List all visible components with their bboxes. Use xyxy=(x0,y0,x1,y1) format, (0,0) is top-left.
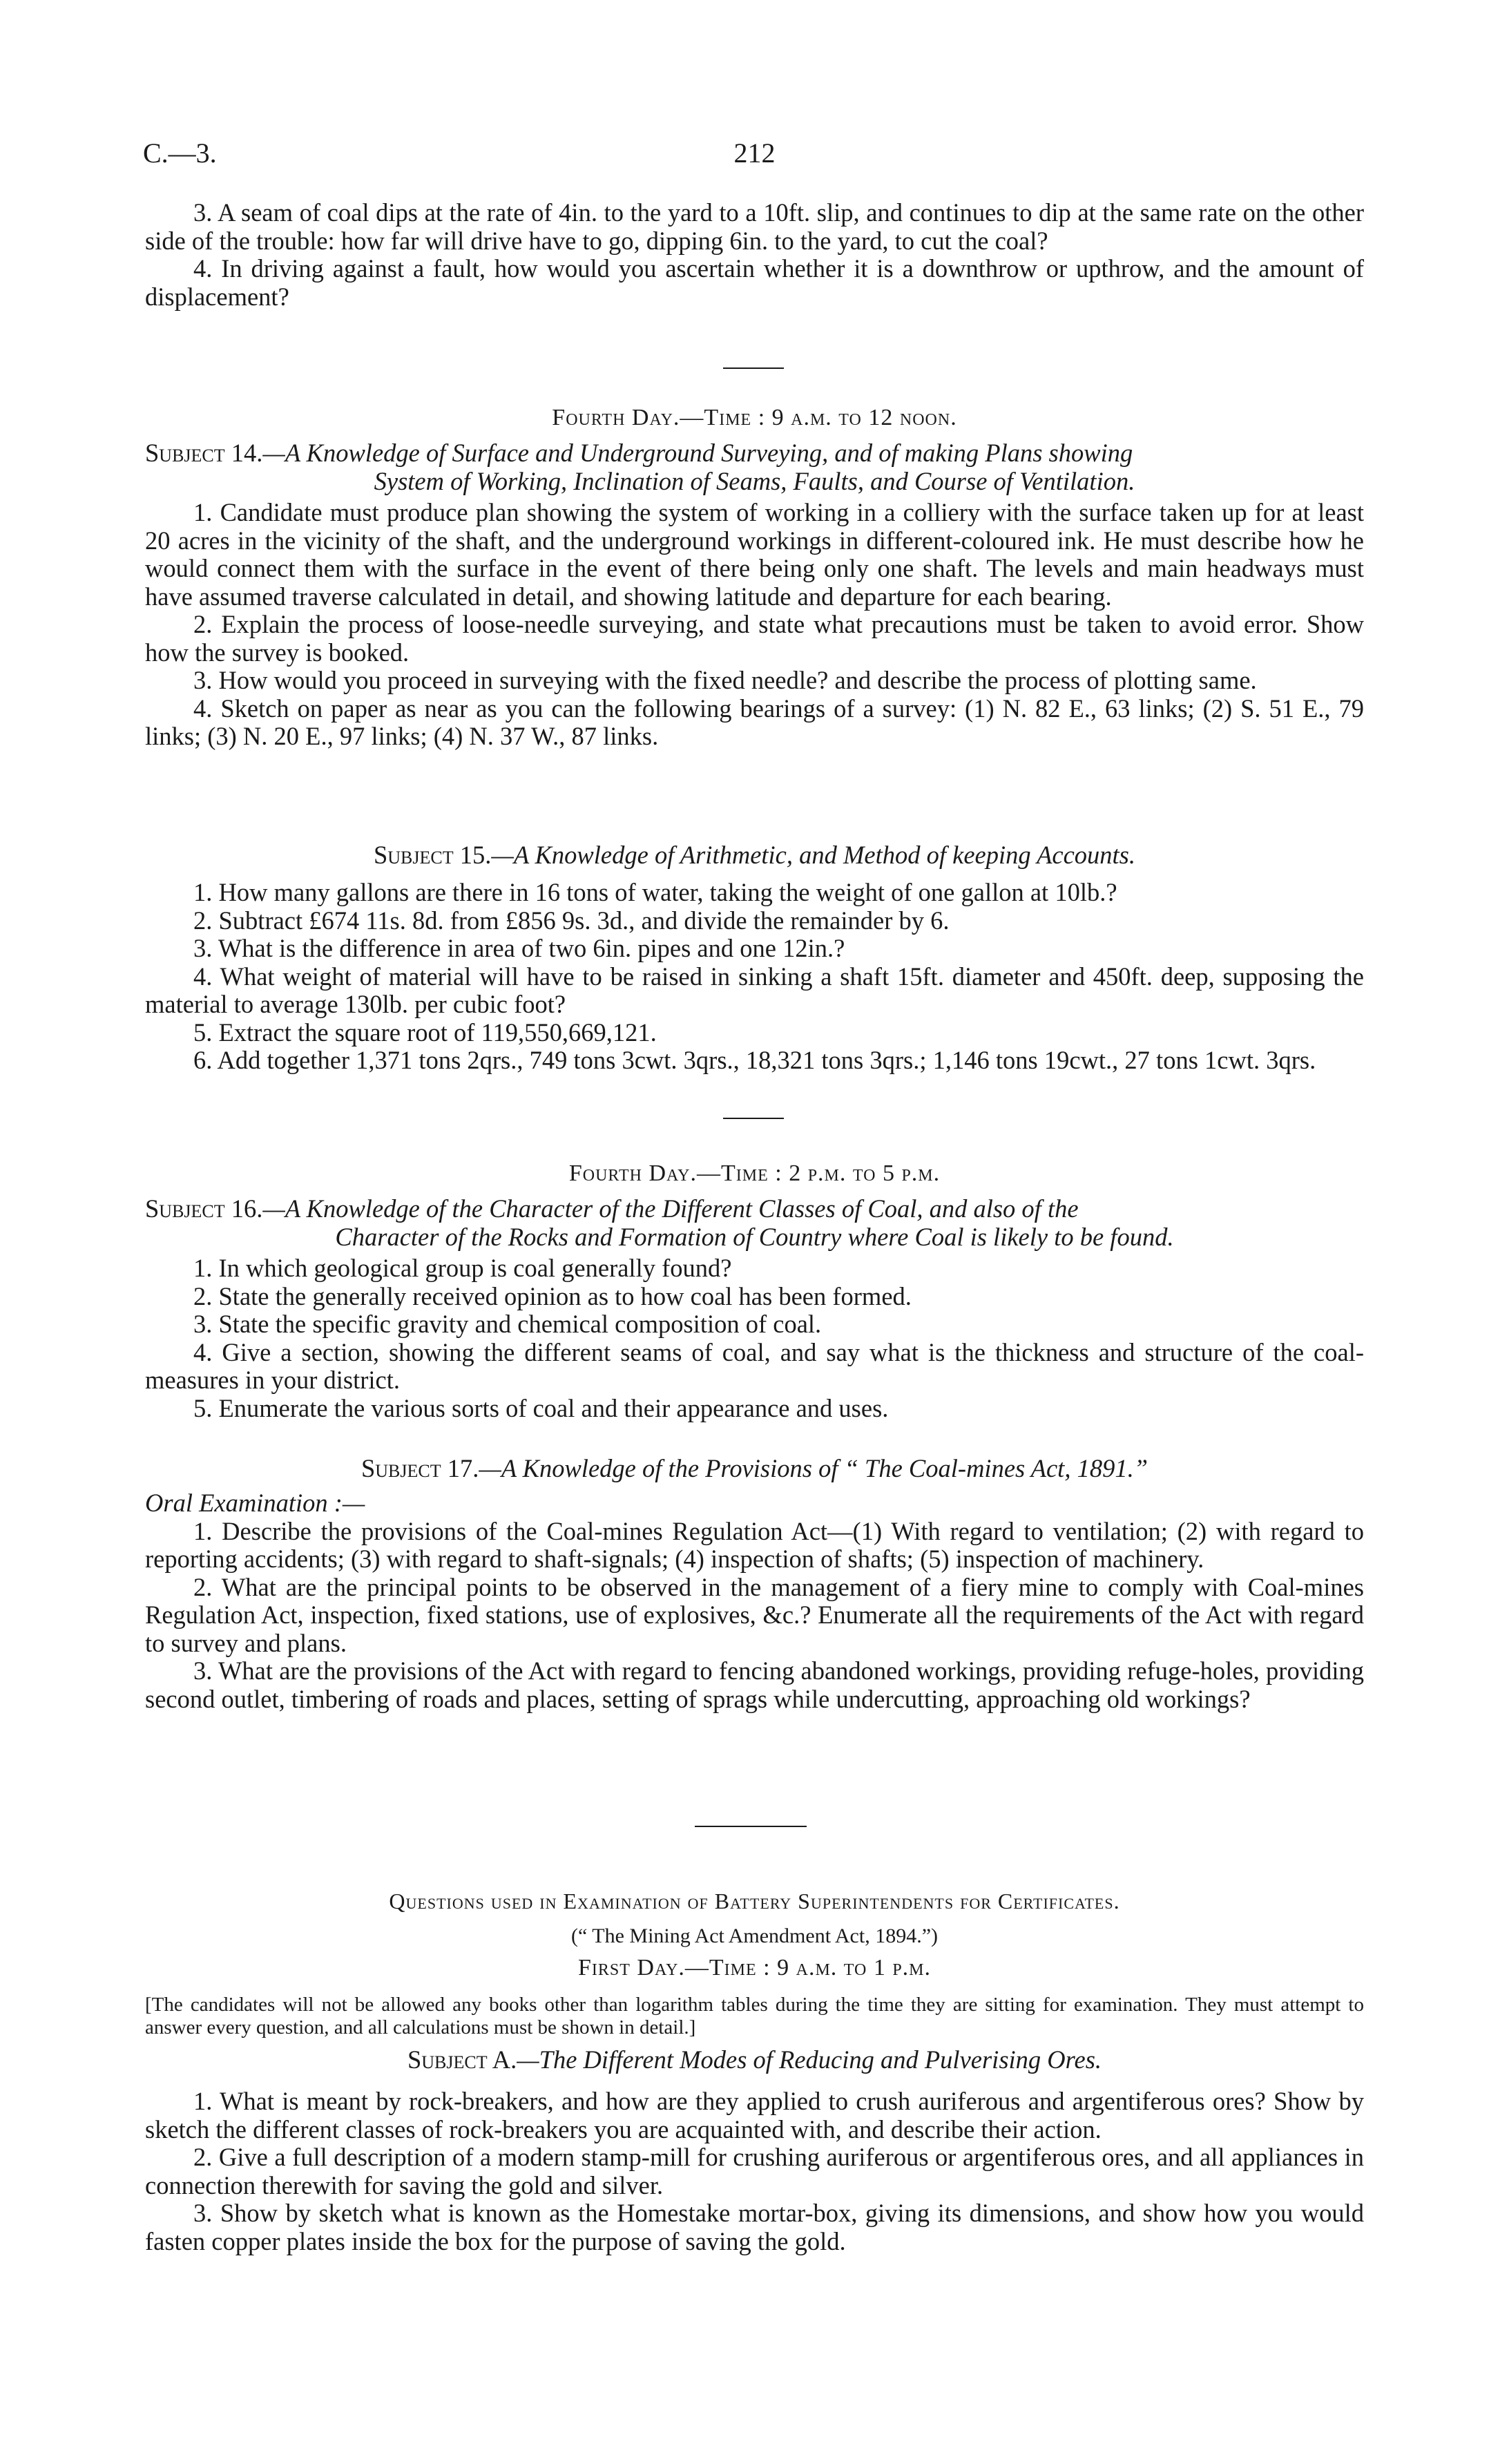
oral-examination-text: Oral Examination :— xyxy=(145,1489,365,1517)
subject-title: —A Knowledge of Arithmetic, and Method of keeping Accounts. xyxy=(491,841,1136,869)
question: 3. What are the provisions of the Act with regard to fencing abandoned workings, providing refuge-holes, providing second outlet, timbering of roads and places, setting of sprags while undercutting, approaching old workings? xyxy=(145,1656,1364,1713)
question: 3. A seam of coal dips at the rate of 4in. to the yard to a 10ft. slip, and continues to dip at the same rate on the other side of the trouble: how far will drive have to go, dipping 6in. to the yard, to cut the coal? xyxy=(145,198,1364,255)
document-series: C.—3. xyxy=(143,137,217,169)
question: 4. In driving against a fault, how would you ascertain whether it is a downthrow or upthrow, and the amount of displacement? xyxy=(145,254,1364,311)
divider xyxy=(723,1118,784,1119)
subject-a-questions xyxy=(145,2088,1364,2255)
question: 2. Subtract £674 11s. 8d. from £856 9s. 3d., and divide the remainder by 6. xyxy=(193,906,950,935)
question: 1. Describe the provisions of the Coal-mines Regulation Act—(1) With regard to ventilation; (2) with regard to reporting accidents; (3) with regard to shaft-signals; (4) inspection of shafts; (5) inspection of machinery. xyxy=(145,1516,1364,1573)
question: 3. Show by sketch what is known as the Homestake mortar-box, giving its dimensions, and show how you would fasten copper plates inside the box for the purpose of saving the gold. xyxy=(145,2199,1364,2255)
question: 4. What weight of material will have to be raised in sinking a shaft 15ft. diameter and 450ft. deep, supposing the material to average 130lb. per cubic foot? xyxy=(145,962,1364,1018)
question: 4. Give a section, showing the different seams of coal, and say what is the thickness and structure of the coal-measures in your district. xyxy=(145,1337,1364,1394)
battery-act: (“ The Mining Act Amendment Act, 1894.”) xyxy=(570,1925,939,1947)
subject-15-questions xyxy=(145,879,1364,1075)
subject-label: Subject A. xyxy=(407,2045,517,2074)
day-heading: Fourth Day.—Time : 9 a.m. to 12 noon. xyxy=(552,405,957,430)
oral-examination-label xyxy=(145,1489,1364,1518)
question: 2. State the generally received opinion as to how coal has been formed. xyxy=(193,1281,912,1310)
question: 4. Sketch on paper as near as you can the following bearings of a survey: (1) N. 82 E., 63 links; (2) S. 51 E., 79 links; (3) N. 20 E., 97 links; (4) N. 37 W., 87 links. xyxy=(145,694,1364,750)
subject-label: Subject 16. xyxy=(145,1194,263,1223)
battery-note xyxy=(145,1994,1364,2039)
subject-title-line1: —A Knowledge of Surface and Underground Surveying, and of making Plans showing xyxy=(262,439,1133,467)
question: 1. In which geological group is coal generally found? xyxy=(193,1254,732,1282)
question: 3. State the specific gravity and chemical composition of coal. xyxy=(193,1310,822,1338)
subject-17-questions xyxy=(145,1489,1364,1713)
question: 5. Enumerate the various sorts of coal and their appearance and uses. xyxy=(193,1393,889,1422)
subject-14-title xyxy=(145,439,1364,495)
subject-title: —A Knowledge of the Provisions of “ The Coal-mines Act, 1891.” xyxy=(479,1454,1148,1482)
carryover-questions xyxy=(145,199,1364,311)
day-heading: Fourth Day.—Time : 2 p.m. to 5 p.m. xyxy=(568,1161,941,1186)
subject-label: Subject 17. xyxy=(361,1454,479,1482)
subject-label: Subject 15. xyxy=(373,841,492,869)
question: 6. Add together 1,371 tons 2qrs., 749 tons 3cwt. 3qrs., 18,321 tons 3qrs.; 1,146 tons 19cwt., 27 tons 1cwt. 3qrs. xyxy=(193,1046,1316,1074)
divider xyxy=(723,367,784,369)
question: 5. Extract the square root of 119,550,669,121. xyxy=(193,1018,657,1047)
page-number: 212 xyxy=(733,137,776,169)
question: 1. How many gallons are there in 16 tons of water, taking the weight of one gallon at 10lb.? xyxy=(193,878,1117,906)
divider xyxy=(695,1826,807,1827)
question: 2. Give a full description of a modern stamp-mill for crushing auriferous or argentiferous ores, and all appliances in connection therewith for saving the gold and silver. xyxy=(145,2143,1364,2199)
subject-title-line1: —A Knowledge of the Character of the Different Classes of Coal, and also of the xyxy=(262,1194,1079,1223)
question: 2. What are the principal points to be observed in the management of a fiery mine to comply with Coal-mines Regulation Act, inspection, fixed stations, use of explosives, &c.? Enumerate all the requirements of the Act with regard to survey and plans. xyxy=(145,1572,1364,1657)
subject-title-line2: Character of the Rocks and Formation of Country where Coal is likely to be found. xyxy=(335,1222,1174,1251)
battery-section-title: Questions used in Examination of Battery Superintendents for Certificates. xyxy=(389,1889,1120,1913)
subject-17-title xyxy=(145,1453,1364,1483)
subject-15-title xyxy=(145,840,1364,870)
question: 3. How would you proceed in surveying with the fixed needle? and describe the process of plotting same. xyxy=(193,666,1257,694)
subject-16-questions xyxy=(145,1254,1364,1422)
question: 1. Candidate must produce plan showing the system of working in a colliery with the surface taken up for at least 20 acres in the vicinity of the shaft, and the underground workings in different-coloured ink. He must describe how he would connect them with the surface in the event of there being only one shaft. The levels and main headways must have assumed traverse calculated in detail, and showing latitude and departure for each bearing. xyxy=(145,498,1364,611)
subject-16-title xyxy=(145,1195,1364,1251)
subject-label: Subject 14. xyxy=(145,439,263,467)
question: 1. What is meant by rock-breakers, and how are they applied to crush auriferous and argentiferous ores? Show by sketch the different classes of rock-breakers you are acquainted with, and describe their action. xyxy=(145,2087,1364,2143)
subject-title: —The Different Modes of Reducing and Pulverising Ores. xyxy=(517,2045,1102,2074)
question: 3. What is the difference in area of two 6in. pipes and one 12in.? xyxy=(193,934,845,962)
exam-note: [The candidates will not be allowed any books other than logarithm tables during the time they are sitting for examination. They must attempt to answer every question, and all calculations must be shown in detail.] xyxy=(145,1994,1364,2038)
subject-a-title xyxy=(145,2045,1364,2074)
battery-day-heading: First Day.—Time : 9 a.m. to 1 p.m. xyxy=(577,1955,932,1980)
subject-14-questions xyxy=(145,499,1364,751)
subject-title-line2: System of Working, Inclination of Seams, Faults, and Course of Ventilation. xyxy=(374,466,1135,495)
question: 2. Explain the process of loose-needle surveying, and state what precautions must be taken to avoid error. Show how the survey is booked. xyxy=(145,610,1364,667)
